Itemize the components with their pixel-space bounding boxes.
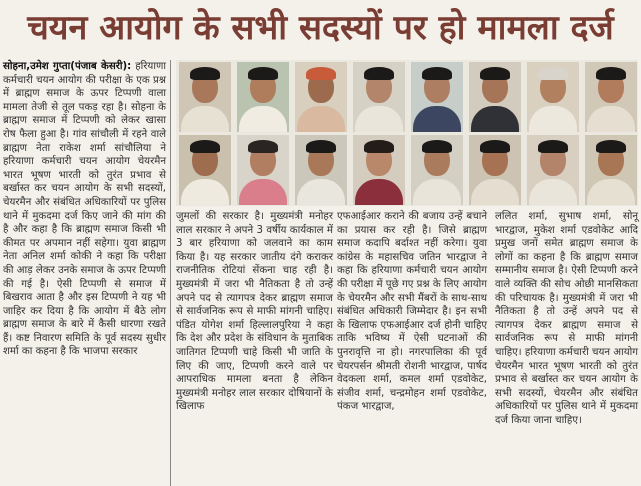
portrait-photo bbox=[179, 62, 231, 132]
article-column-2 bbox=[176, 210, 333, 414]
column-2-text: जुमलों की सरकार है। मुख्यमंत्री मनोहर लाल सरकार ने अपने 3 वर्षीय कार्यकाल में 3 बार हरियाणा को जलवाने का काम किया है। यह सरकार जातीय दंगे कराकर राजनीतिक रोटियां सेंकना चाह रही है। मुख्यमंत्री में जरा भी नैतिकता है तो उन्हें अपने पद से त्यागपत्र देकर ब्राह्मण समाज से सार्वजनिक रूप से माफी मांगनी चाहिए। पंडित योगेश शर्मा हिल्लालपुरिया ने कहा कि देश और प्रदेश के संविधान के मुताबिक जातिगत टिप्पणी चाहे किसी भी जाति के लिए की जाए, टिप्पणी करने वाले पर आपराधिक मामला बनता है लेकिन मुख्यमंत्री मनोहर लाल सरकार दोषियानों के खिलाफ bbox=[176, 211, 333, 413]
article-column-1 bbox=[3, 60, 166, 359]
column-3-text: एफआईआर कराने की बजाय उन्हें बचाने का प्रयास कर रही है। जिसे ब्राह्मण समाज कदापि बर्दाश्त नहीं करेगा। युवा कांग्रेस के महासचिव जतिन भारद्वाज ने कहा कि हरियाणा कर्मचारी चयन आयोग की परीक्षा में पूछे गए प्रश्न के लिए आयोग के चेयरमैन और सभी मैंबरों के साथ-साथ संबंधित अधिकारी जिम्मेदार है। इन सभी के खिलाफ एफआईआर दर्ज होनी चाहिए ताकि भविष्य में ऐसी घटनाओं की पुनरावृत्ति ना हो। नगरपालिका की पूर्व चेयरपर्सन श्रीमती रोशनी भारद्वाज, पार्षद वेदकला शर्मा, कमल शर्मा एडवोकेट, संजीव शर्मा, चन्द्रमोहन शर्मा एडवोकेट, पंकज भारद्वाज, bbox=[337, 211, 487, 413]
headline: चयन आयोग के सभी सदस्यों पर हो मामला दर्ज bbox=[27, 8, 614, 48]
portrait-photo bbox=[237, 62, 289, 132]
column-1-text: हरियाणा कर्मचारी चयन आयोग की परीक्षा के एक प्रश्न में ब्राह्मण समाज के ऊपर टिप्पणी वाला मामला तेजी से तूल पकड़ रहा है। सोहना के ब्राह्मण समाज में टिप्पणी को लेकर खासा रोष फैला हुआ है। गांव सांचौली में रहने वाले ब्राह्मण नेता राकेश शर्मा सांचौलिया ने हरियाणा कर्मचारी चयन आयोग चेयरमैन भारत भूषण भारती को तुरंत प्रभाव से बर्खास्त कर चयन आयोग के सभी सदस्यों, चेयरमैन और संबंधित अधिकारियों पर पुलिस थाने में मुकदमा दर्ज किए जाने की मांग की है और कहा है कि ब्राह्मण समाज किसी भी कीमत पर अपमान नहीं सहेगा। युवा ब्राह्मण नेता अनिल शर्मा कोकी ने कहा कि परीक्षा की आड़ लेकर उनके समाज के ऊपर टिप्पणी की गई है। ऐसी टिप्पणी से समाज में बिखराव आता है और इस टिप्पणी ने यह भी जाहिर कर दिया है कि आयोग में बैठे लोग ब्राह्मण समाज के बारे में कैसी धारणा रखते हैं। कष्ट निवारण समिति के पूर्व सदस्य सुधीर शर्मा का कहना है कि भाजपा सरकार bbox=[3, 61, 166, 358]
portrait-photo bbox=[179, 135, 231, 205]
portrait-photo bbox=[237, 135, 289, 205]
portrait-grid bbox=[176, 60, 638, 206]
column-4-text: ललित शर्मा, सुभाष शर्मा, सोनू भारद्वाज, मुकेश शर्मा एडवोकेट आदि प्रमुख जनों समेत ब्राह्मण समाज के लोगों का कहना है कि ब्राह्मण समाज सम्मानीय समाज है। ऐसी टिप्पणी करने वाले व्यक्ति की सोच ओछी मानसिकता की परिचायक है। मुख्यमंत्री में जरा भी नैतिकता है तो उन्हें अपने पद से त्यागपत्र देकर ब्राह्मण समाज से सार्वजनिक रूप से माफी मांगनी चाहिए। हरियाणा कर्मचारी चयन आयोग चेयरमैन भारत भूषण भारती को तुरंत प्रभाव से बर्खास्त कर चयन आयोग के सभी सदस्यों, चेयरमैन और संबंधित अधिकारियों पर पुलिस थाने में मुकदमा दर्ज किया जाना चाहिए। bbox=[495, 211, 638, 426]
portrait-photo bbox=[353, 135, 405, 205]
portrait-photo bbox=[411, 135, 463, 205]
portrait-photo bbox=[411, 62, 463, 132]
article-column-3 bbox=[337, 210, 487, 414]
article-column-4 bbox=[495, 210, 638, 428]
portrait-photo bbox=[469, 135, 521, 205]
column-divider bbox=[170, 60, 171, 486]
portrait-photo bbox=[469, 62, 521, 132]
portrait-photo bbox=[585, 135, 637, 205]
portrait-photo bbox=[527, 62, 579, 132]
portrait-photo bbox=[295, 135, 347, 205]
dateline-place: सोहना, bbox=[3, 61, 31, 72]
portrait-photo bbox=[585, 62, 637, 132]
portrait-photo bbox=[295, 62, 347, 132]
portrait-photo bbox=[353, 62, 405, 132]
portrait-photo bbox=[527, 135, 579, 205]
dateline bbox=[3, 60, 166, 359]
dateline-byline: उमेश गुप्ता(पंजाब केसरी): bbox=[30, 61, 132, 72]
